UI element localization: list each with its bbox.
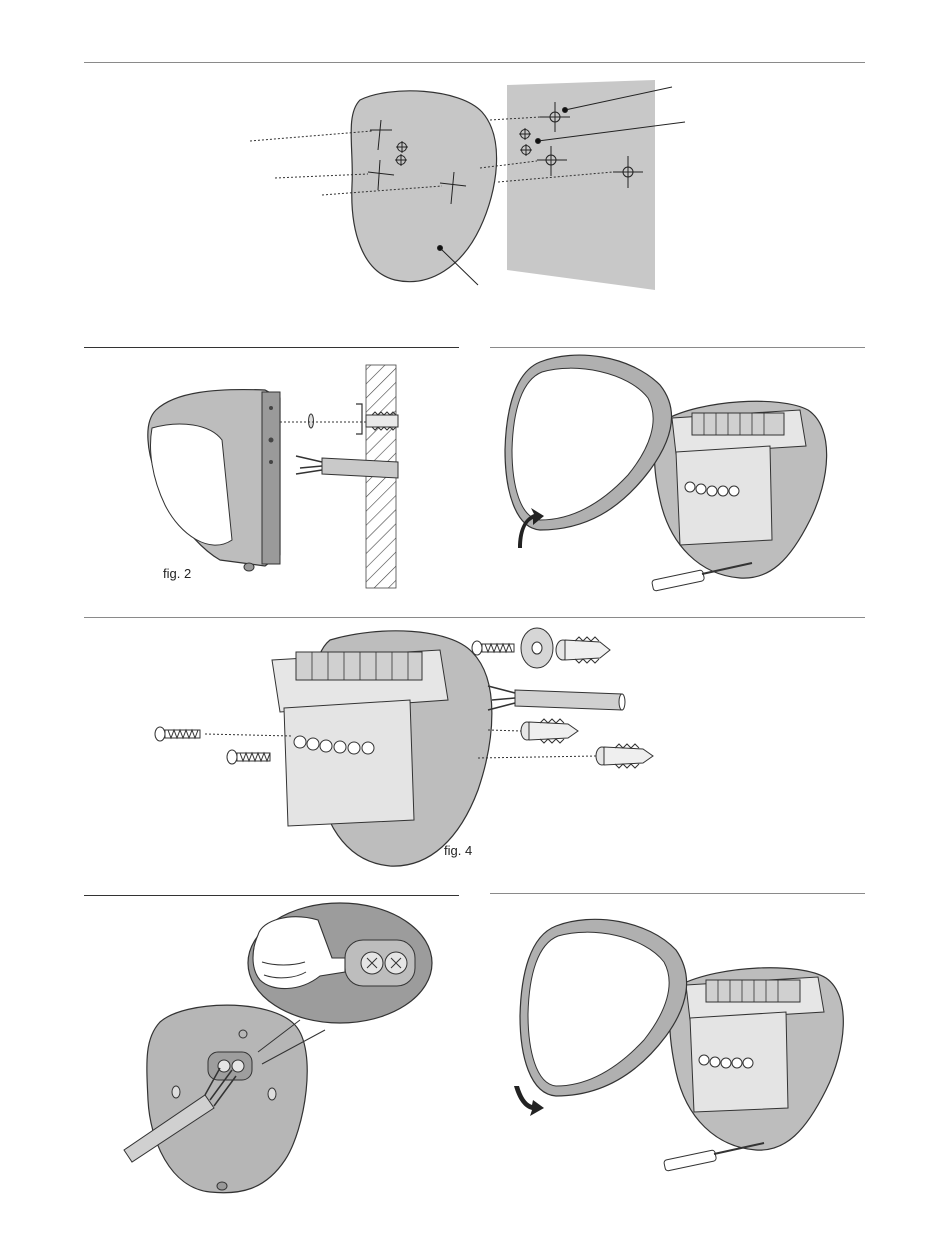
- screw: [472, 641, 514, 655]
- bracket: [356, 404, 362, 434]
- lens-holder: [284, 700, 414, 826]
- mounting-base-side: [262, 392, 280, 564]
- terminal-block: [672, 410, 806, 454]
- wall-plug: [521, 719, 578, 743]
- grommet-detail: [345, 940, 415, 986]
- fig6-close-cover: [514, 919, 843, 1171]
- fig1-drilling-template: [250, 80, 685, 290]
- bottom-nub: [217, 1182, 227, 1190]
- wall-plug: [556, 637, 610, 663]
- lens-front: [512, 368, 653, 520]
- cable-grommet: [208, 1052, 252, 1080]
- fig2-side-mounting: [148, 365, 398, 588]
- screw-hole: [172, 1086, 180, 1098]
- wall-plug: [366, 412, 398, 430]
- washer: [521, 628, 553, 668]
- washer: [309, 414, 314, 428]
- lens-front: [528, 932, 669, 1086]
- arrow-icon: [514, 1086, 544, 1116]
- sensor-lens-front: [151, 424, 232, 545]
- wall-plug: [596, 744, 653, 768]
- fig2-caption: fig. 2: [163, 566, 192, 581]
- drilling-template: [351, 91, 496, 282]
- fig4-exploded-mounting: [155, 628, 653, 866]
- fig4-caption: fig. 4: [444, 843, 473, 858]
- screw: [155, 727, 200, 741]
- cable: [488, 686, 625, 710]
- bottom-nub: [244, 563, 254, 571]
- wall-plate: [507, 80, 655, 290]
- dotted-guide: [488, 730, 522, 731]
- screwdriver: [664, 1143, 764, 1171]
- dotted-guide: [478, 756, 596, 758]
- screw-hole: [268, 1088, 276, 1100]
- fig5-cable-entry: [124, 903, 432, 1193]
- fig3-open-cover: [505, 355, 827, 591]
- screw: [227, 750, 270, 764]
- dotted-guide: [205, 734, 292, 736]
